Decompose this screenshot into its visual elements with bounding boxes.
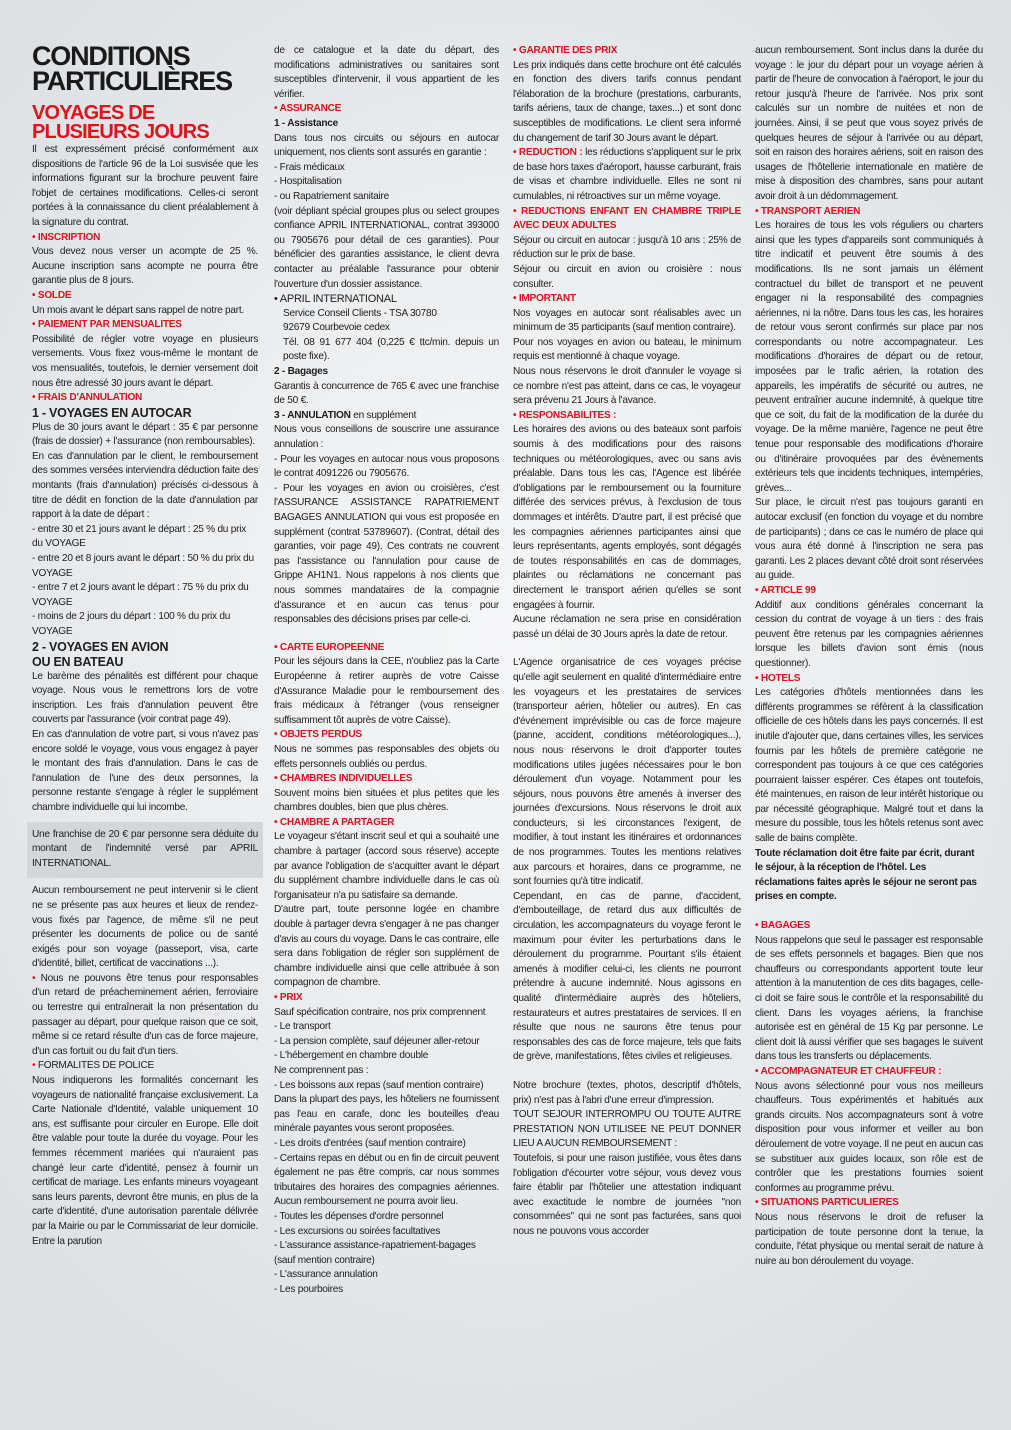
brochure-text-3: Toutefois, si pour une raison justifiée, vous êtes dans l'obligation d'écourter votre séjour, vous devez vous faire établir par l'hôtelier une attestation indiquant avec exactitude le nombre de journées "non consommées" qui ne sont pas facturées, sans quoi nous ne pouvons vous accorder xyxy=(513,1152,741,1237)
heading-formalites-police xyxy=(32,1059,258,1074)
list-item: - L'assurance assistance-rapatriement-bagages (sauf mention contraire) xyxy=(274,1240,476,1266)
list-item: - entre 20 et 8 jours avant le départ : 50 % du prix du VOYAGE xyxy=(32,553,254,579)
heading-carte-europeenne: • CARTE EUROPEENNE xyxy=(274,641,385,653)
column-2 xyxy=(274,44,499,1297)
important-text-1: Nos voyages en autocar sont réalisables avec un minimum de 35 participants (sauf mention contraire). xyxy=(513,307,741,334)
prix-intro: Sauf spécification contraire, nos prix comprennent xyxy=(274,1006,486,1018)
heading-transport-aerien: • TRANSPORT AERIEN xyxy=(755,205,861,217)
bullet-icon: • xyxy=(32,1060,36,1072)
heading-responsabilites: • RESPONSABILITES : xyxy=(513,409,617,421)
april-service-line: Service Conseil Clients - TSA 30780 xyxy=(283,307,437,319)
chambre-partager-text-1: Le voyageur s'étant inscrit seul et qui a souhaité une chambre à partager (accord sous réserve) accepte par avance l'obligation de s'acquitter avant le départ du supplément chambre individuelle dans le cas où l'organisateur n'a pu satisfaire sa demande. xyxy=(274,831,499,901)
heading-solde: • SOLDE xyxy=(32,289,72,301)
brochure-text-1: Notre brochure (textes, photos, descriptif d'hôtels, prix) n'est pas à l'abri d'une erreur d'impression. xyxy=(513,1079,741,1106)
intro-paragraph: Il est expressément précisé conformément aux dispositions de l'article 96 de la Loi susvisée que les informations figurant sur la brochure peuvent faire l'objet de certaines modifications. Celles-ci seront portées à la connaissance du client préalablement à la signature du contrat. xyxy=(32,144,258,228)
heading-reduction: • REDUCTION : xyxy=(513,147,583,159)
list-item: - Les droits d'entrées (sauf mention contraire) xyxy=(274,1137,466,1149)
list-item: - entre 7 et 2 jours avant le départ : 75 % du prix du VOYAGE xyxy=(32,582,249,608)
heading-bagages-assurance: 2 - Bagages xyxy=(274,366,328,378)
section-title-line-1: VOYAGES DE xyxy=(32,102,155,124)
list-item: - Le transport xyxy=(274,1021,331,1033)
prix-exclusions-heading: Ne comprennent pas : xyxy=(274,1064,369,1076)
solde-text: Un mois avant le départ sans rappel de notre part. xyxy=(32,304,244,316)
heading-bagages: • BAGAGES xyxy=(755,920,811,932)
reduction-text: les réductions s'appliquent sur le prix de base hors taxes d'aéroport, hausse carburant, frais de visas et chambre individuelle. Elles ne sont ni cumulables, ni rétroactives sur un même voyage. xyxy=(513,147,742,202)
heading-avion-line-2: OU EN BATEAU xyxy=(32,654,124,669)
heading-frais-annulation: • FRAIS D'ANNULATION xyxy=(32,392,143,404)
prix-block xyxy=(274,1006,499,1298)
heading-objets-perdus: • OBJETS PERDUS xyxy=(274,729,362,741)
avion-text-1: Le barème des pénalités est différent pour chaque voyage. Nous vous le remettrons lors de votre inscription. Les frais d'annulation peuvent être couverts par l'assurance (voir contrat page 49). xyxy=(32,670,258,726)
annulation-text-3: - Pour les voyages en avion ou croisières, c'est l'ASSURANCE ASSISTANCE RAPATRIEMENT BAGAGES ANNULATION qui vous est proposée en supplément (contrat 53789607). (Contrat, détail des garanties, voir page 49). Ces contrats ne couvrent pas l'assistance ou l'annulation pour cause de Grippe AH1N1. Nous rappelons à nos clients que nous sommes mandataires de la compagnie d'assurance et en aucun cas tenus pour responsables des décisions prises par celle-ci. xyxy=(274,482,499,626)
situations-particulieres-text: Nous nous réservons le droit de refuser la participation de toute personne dont la tenue, la conduite, l'état physique ou mental serait de nature à nuire au bon déroulement du voyage. xyxy=(755,1211,983,1267)
list-item: - ou Rapatriement sanitaire xyxy=(274,190,389,202)
annulation-heading-bold: 3 - ANNULATION xyxy=(274,409,351,421)
agence-text-1: L'Agence organisatrice de ces voyages précise qu'elle agit seulement en qualité d'intermédiaire entre les voyageurs et les prestataires de services (transporteur aérien, hôtelier ou autres). En cas d'événement imprévisible ou cas de force majeure (panne, accident, conditions météorologiques...), nous nous réservons le droit d'apporter toutes modifications utiles jugées nécessaires pour le bon déroulement d'un voyage. Notamment pour les séjours, nous pouvons être amenés à inverser des journées d'excursions. Nous réservons le droit aux conducteurs, si les circonstances l'exigent, de modifier, à tout instant les itinéraires et ordonnances de nos programmes. Toutes les mentions relatives aux parcours et horaires, dans ce programme, ne sont fournies qu'à titre indicatif. xyxy=(513,657,741,888)
transport-aerien-text-1: Les horaires de tous les vols réguliers ou charters ainsi que les types d'appareils sont communiqués à titre indicatif et peuvent être soumis à des modifications. Ils ne sont jamais un élément contractuel du billet de transport et ne peuvent engager ni la responsabilité des compagnies aériennes, ni la nôtre. Dans tous les cas, les horaires de retour vous seront confirmés sur place par nos correspondants ou notre accompagnateur. Les modifications d'horaires de départ ou de retour, imposées par le trafic aérien, la rotation des appareils, les impératifs de sécurité ou autres, ne peuvent entraîner aucune indemnité, à quelque titre que ce soit, du fait de la modification de la durée du voyage. De la même manière, l'agence ne peut être tenue pour responsable des modifications d'horaire ou d'itinéraire provoquées par des évènements extérieurs tels que incidents techniques, intempéries, grèves... xyxy=(755,220,983,494)
heading-mensualites: • PAIEMENT PAR MENSUALITES xyxy=(32,319,182,331)
continuation-text: de ce catalogue et la date du départ, des modifications administratives ou sanitaires sont susceptibles d'intervenir, il vous appartient de les vérifier. xyxy=(274,45,499,100)
mensualites-text: Possibilité de régler votre voyage en plusieurs versements. Vous fixez vous-même le montant de vos mensualités, toutefois, le dernier versement doit nous être adressé 30 jours avant le départ. xyxy=(32,333,258,389)
responsabilites-text-1: Les horaires des avions ou des bateaux sont parfois soumis à des modifications pour des raisons techniques ou météorologiques, avec ou sans avis préalable. Dans tous les cas, l'Agence est libérée d'obligations par le remboursement ou la fourniture différée des services prévus, à l'exclusion de tous dommages et intérêts. D'autre part, il est précisé que les compagnies aériennes participantes ainsi que leurs représentants, agents employés, sont dégagés de toutes responsabilités en cas de dommages, plaintes ou réclamations ne concernant pas directement le transport aérien qu'elles se sont engagées à fournir. xyxy=(513,424,741,611)
heading-hotels: • HOTELS xyxy=(755,672,801,684)
heading-assistance: 1 - Assistance xyxy=(274,117,339,129)
april-address-line: 92679 Courbevoie cedex xyxy=(283,322,390,334)
reduction-paragraph xyxy=(513,146,741,204)
continuation-text: aucun remboursement. Sont inclus dans la durée du voyage : le jour du départ pour un voyage aérien à partir de l'heure de convocation à l'aéroport, le jour du retour jusqu'à l'heure de l'arrivée. Nos prix sont calculés sur un nombre de nuitées et non de journées. Ainsi, il se peut que vous soyez privés de quelques heures de séjour à l'arrivée ou au départ, soit en raison des horaires aériens, soit en raison des usages de l'hôtellerie internationale en matière de mise à disposition des chambres, sans pour autant avoir droit à un dédommagement. xyxy=(755,45,983,202)
page-title xyxy=(32,41,258,96)
column-1 xyxy=(32,41,258,1249)
section-title-voyages xyxy=(32,104,258,142)
heading-voyages-autocar: 1 - VOYAGES EN AUTOCAR xyxy=(32,405,192,420)
formalites-text: Nous indiquerons les formalités concernant les voyageurs de nationalité française exclusivement. La Carte Nationale d'Identité, valable uniquement 10 ans, est suffisante pour circuler en Europe. Elle doit être valable pour toute la durée du voyage. Pour les femmes récemment mariées qui n'auraient pas changé leur carte d'identité, pensez à fournir un certificat de mariage. Les enfants mineurs voyageant sans leurs parents, devront être munis, en plus de la carte d'identité, d'une autorisation parentale délivrée par la Mairie ou par le Commissariat de leur domicile. Entre la parution xyxy=(32,1075,258,1247)
list-item: - Les pourboires xyxy=(274,1283,343,1295)
carte-europeenne-text: Pour les séjours dans la CEE, n'oubliez pas la Carte Européenne à retirer auprès de votre Caisse d'Assurance Maladie pour le remboursement des frais médicaux à l'étranger (vous renseigner suffisamment tôt auprès de votre Caisse). xyxy=(274,656,499,726)
annulation-text-2: - Pour les voyages en autocar nous vous proposons le contrat 4091226 ou 7905676. xyxy=(274,453,499,480)
heading-annulation xyxy=(274,409,499,424)
heading-prix: • PRIX xyxy=(274,992,303,1003)
heading-chambres-individuelles: • CHAMBRES INDIVIDUELLES xyxy=(274,773,413,785)
garantie-prix-text: Les prix indiqués dans cette brochure ont été calculés en fonction des divers tarifs connus pendant l'élaboration de la brochure (prestations, carburants, tarifs aériens, taux de change, taxes...) et sont donc susceptibles de modifications. Le client sera informé du changement de tarif 30 Jours avant le départ. xyxy=(513,59,741,144)
transport-aerien-text-2: Sur place, le circuit n'est pas toujours garanti en autocar exclusif (en fonction du voyage et du nombre de participants) ; dans ce cas le numéro de place qui vous aura été donné à l'inscription ne sera pas garanti. Les 2 places devant côté droit sont réservées au guide. xyxy=(755,497,983,582)
franchise-box xyxy=(27,822,263,879)
objets-perdus-text: Nous ne sommes pas responsables des objets ou effets personnels oubliés ou perdus. xyxy=(274,743,499,770)
heading-inscription: • INSCRIPTION xyxy=(32,231,101,243)
formalites-heading-text: FORMALITES DE POLICE xyxy=(35,1060,155,1072)
reductions-enfant-text-2: Séjour ou circuit en avion ou croisière : nous consulter. xyxy=(513,263,741,290)
list-item: - L'hébergement en chambre double xyxy=(274,1050,429,1062)
page-title-line-1: CONDITIONS xyxy=(32,41,190,71)
heading-garantie-prix: • GARANTIE DES PRIX xyxy=(513,45,618,56)
important-text-3: Nous nous réservons le droit d'annuler le voyage si ce nombre n'est pas atteint, dans ce cas, le voyageur sera prévenu 21 Jours à l'avance. xyxy=(513,366,741,407)
heading-important: • IMPORTANT xyxy=(513,293,576,305)
hotels-text: Les catégories d'hôtels mentionnées dans les différents programmes se réfèrent à la classification officielle de ces hôtels dans les pays concernés. Il est inutile d'ajouter que, dans certaines villes, les services fournis par les hôtels de première catégorie ne correspondent pas toujours à ce que ces catégories pourraient laisser espérer. Ces étapes ont toutefois, été maintenues, en raison de leur intérêt historique ou par nécessité géographique. Malgré tout et dans la mesure du possible, tous les hôtels retenus sont avec salle de bains complète. xyxy=(755,687,983,845)
column-3 xyxy=(513,44,741,1240)
heading-situations-particulieres: • SITUATIONS PARTICULIERES xyxy=(755,1197,899,1209)
prix-eau-note: Dans la plupart des pays, les hôteliers ne fournissent pas l'eau en carafe, donc les bouteilles d'eau minérale payantes vous seront proposées. xyxy=(274,1094,499,1135)
april-phone-line: Tél. 08 91 677 404 (0,225 € ttc/min. depuis un poste fixe). xyxy=(283,336,499,363)
autocar-penalty-list xyxy=(32,523,258,640)
inscription-text: Vous devez nous verser un acompte de 25 %. Aucune inscription sans acompte ne pourra être garantie plus de 8 jours. xyxy=(32,246,258,287)
page-title-line-2: PARTICULIÈRES xyxy=(32,66,232,96)
heading-avion-line-1: 2 - VOYAGES EN AVION xyxy=(32,639,169,654)
annulation-heading-suffix: en supplément xyxy=(350,409,417,421)
retard-text: Nous ne pouvons être tenus pour responsables d'un retard de préacheminement aérien, ferroviaire ou terrestre qui entraînerait la non présentation du passager au départ, pour quelque raison que ce soit, même si ce retard résulte d'un cas de force majeure, d'un cas fortuit ou du fait d'un tiers. xyxy=(32,972,258,1057)
bullet-icon: • xyxy=(32,972,36,984)
april-international-name: • APRIL INTERNATIONAL xyxy=(274,293,397,306)
assistance-details: (voir dépliant spécial groupes plus ou select groupes confiance APRIL INTERNATIONAL, contrat 393000 ou 7905676 pour détail de ces garanties). Pour bénéficier des garanties assistance, le client devra contacter au préalable l'assurance pour obtenir l'ouverture d'un dossier assistance. xyxy=(274,205,499,290)
heading-accompagnateur: • ACCOMPAGNATEUR ET CHAUFFEUR : xyxy=(755,1065,942,1077)
list-item: - La pension complète, sauf déjeuner aller-retour xyxy=(274,1035,480,1047)
list-item: - L'assurance annulation xyxy=(274,1269,378,1281)
section-title-line-2: PLUSIEURS JOURS xyxy=(32,121,209,143)
bagages-text: Nous rappelons que seul le passager est responsable de ses effets personnels et bagages. Bien que nos chauffeurs ou correspondants apportent toute leur attention à la manutention de ces dits bagages, celle-ci doit se faire sous le contrôle et la responsabilité du client. Dans les voyages aériens, la franchise autorisée est en général de 15 Kg par personne. Le client doit là aussi vérifier que ses bagages le suivent dans tous les transferts ou déplacements. xyxy=(755,934,983,1063)
list-item: - Les excursions ou soirées facultatives xyxy=(274,1225,441,1237)
heading-reductions-enfant: • REDUCTIONS ENFANT EN CHAMBRE TRIPLE AVEC DEUX ADULTES xyxy=(513,205,741,232)
chambre-partager-text-2: D'autre part, toute personne logée en chambre double à partager devra s'engager à ne pas changer d'avis au cours du voyage. Dans le cas contraire, elle sera dans l'obligation de régler son supplément de chambre individuelle ainsi que celle attribuée à son compagnon de chambre. xyxy=(274,904,499,989)
hotels-reclamation-notice: Toute réclamation doit être faite par écrit, durant le séjour, à la réception de l'hôtel. Les réclamations faites après le séjour ne seront pas prises en compte. xyxy=(755,847,977,903)
list-item: - Toutes les dépenses d'ordre personnel xyxy=(274,1210,444,1222)
list-item: - Certains repas en début ou en fin de circuit peuvent également ne pas être compris, car nous sommes tributaires des horaires des compagnies aériennes. Aucun remboursement ne pourra avoir lieu. xyxy=(274,1152,499,1208)
column-4 xyxy=(755,44,983,1269)
autocar-text-2: En cas d'annulation par le client, le remboursement des sommes versées interviendra déduction faite des montants (frais d'annulation) précisés ci-dessous à titre de dédit en fonction de la date d'annulation par rapport à la date de départ : xyxy=(32,450,258,521)
article-99-text: Additif aux conditions générales concernant la cession du contrat de voyage à un tiers : des frais peuvent être retenus par les compagnies aériennes lorsque les billets d'avion sont émis (nous questionner). xyxy=(755,599,983,669)
list-item: - Frais médicaux xyxy=(274,161,345,173)
accompagnateur-text: Nous avons sélectionné pour vous nos meilleurs chauffeurs. Tous expérimentés et habitués aux grands circuits. Nos accompagnateurs sont à votre disposition pour vous informer et veiller au bon déroulement de votre voyage. Il ne peut en aucun cas se substituer aux guides locaux, son rôle est de contrôler que les prestations fournies soient conformes au programme prévu. xyxy=(755,1080,983,1194)
assistance-list xyxy=(274,161,499,205)
list-item: - Hospitalisation xyxy=(274,176,342,188)
list-item: - Les boissons aux repas (sauf mention contraire) xyxy=(274,1079,484,1091)
retard-paragraph xyxy=(32,972,258,1060)
heading-assurance: • ASSURANCE xyxy=(274,103,342,115)
remboursement-text: Aucun remboursement ne peut intervenir si le client ne se présente pas aux heures et lieux de rendez-vous fixés par l'agence, de même s'il ne peut présenter les documents de police ou de santé exigés pour son voyage (passeport, visa, carte d'identité, billet, certificat de vaccinations ...). xyxy=(32,885,258,970)
chambres-individuelles-text: Souvent moins bien situées et plus petites que les chambres doubles, bien que plus chères. xyxy=(274,787,499,814)
brochure-text-2: TOUT SEJOUR INTERROMPU OU TOUTE AUTRE PRESTATION NON UTILISEE NE PEUT DONNER LIEU A AUCUN REMBOURSEMENT : xyxy=(513,1109,741,1150)
important-text-2: Pour nos voyages en avion ou bateau, le minimum requis est mentionné à chaque voyage. xyxy=(513,336,741,363)
assistance-text: Dans tous nos circuits ou séjours en autocar uniquement, nos clients sont assurés en garantie : xyxy=(274,132,499,159)
list-item: - moins de 2 jours du départ : 100 % du prix du VOYAGE xyxy=(32,611,231,637)
heading-chambre-partager: • CHAMBRE A PARTAGER xyxy=(274,816,395,828)
reductions-enfant-text-1: Séjour ou circuit en autocar : jusqu'à 10 ans : 25% de réduction sur le prix de base. xyxy=(513,234,741,261)
list-item: - entre 30 et 21 jours avant le départ : 25 % du prix du VOYAGE xyxy=(32,523,246,550)
heading-article-99: • ARTICLE 99 xyxy=(755,584,816,596)
bagages-assurance-text: Garantis à concurrence de 765 € avec une franchise de 50 €. xyxy=(274,380,499,407)
april-contact-block xyxy=(274,307,499,365)
autocar-text-1: Plus de 30 jours avant le départ : 35 € par personne (frais de dossier) + l'assurance (non remboursables). xyxy=(32,421,258,448)
responsabilites-text-2: Aucune réclamation ne sera prise en considération passé un délai de 30 Jours après la date de retour. xyxy=(513,614,741,640)
avion-text-2: En cas d'annulation de votre part, si vous n'avez pas encore soldé le voyage, vous vous engagez à payer le montant des frais d'annulation. Dans le cas de l'annulation de l'une des deux personnes, la personne restante s'engage à régler le supplément chambre individuelle qui lui incombe. xyxy=(32,728,258,813)
franchise-text: Une franchise de 20 € par personne sera déduite du montant de l'indemnité versé par APRIL INTERNATIONAL. xyxy=(32,828,258,869)
annulation-text-1: Nous vous conseillons de souscrire une assurance annulation : xyxy=(274,424,499,451)
heading-voyages-avion xyxy=(32,640,258,670)
agence-text-2: Cependant, en cas de panne, d'accident, d'embouteillage, de retard dus aux difficultés de circulation, les accompagnateurs du voyage feront le maximum pour éviter les perturbations dans le déroulement du programme. Pourtant s'ils étaient amenés à modifier celui-ci, les clients ne pourront prétendre à aucune indemnité. Nous agissons en qualité d'intermédiaire auprès des hôteliers, restaurateurs et autres prestataires de services. Il en résulte que nous ne saurons être tenus pour responsables des cas de force majeure, tels que faits de grève, manifestations, fêtes civiles et religieuses. xyxy=(513,890,741,1063)
